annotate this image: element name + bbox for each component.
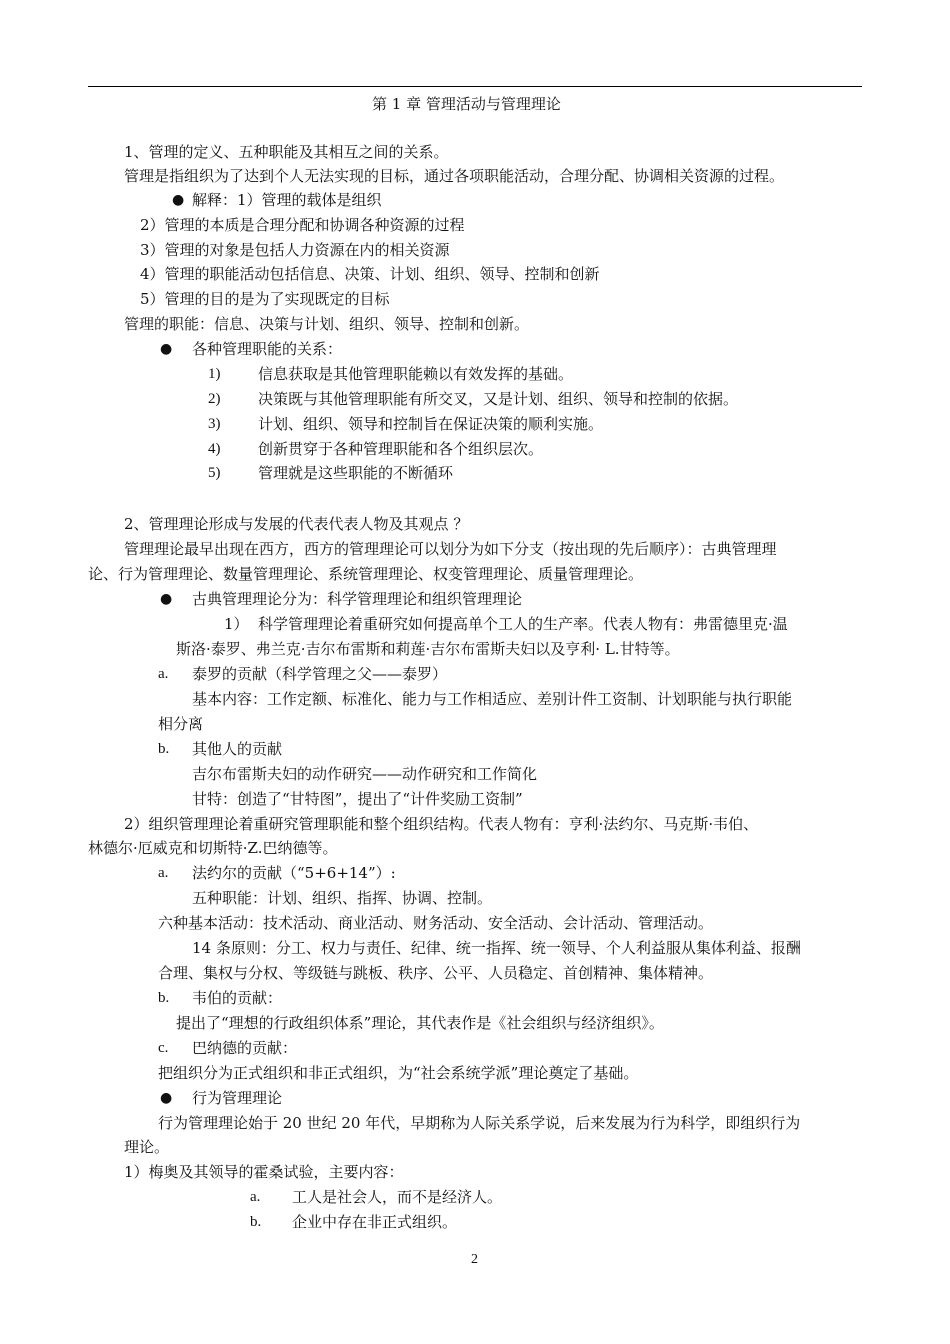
theory-intro-line-1: 管理理论最早出现在西方，西方的管理理论可以划分为如下分支（按出现的先后顺序）：古典管理理 — [124, 540, 777, 558]
relation-number: 5) — [208, 465, 221, 481]
chapter-title: 第 1 章 管理活动与管理理论 — [372, 95, 561, 113]
fayol-six-activities: 六种基本活动：技术活动、商业活动、财务活动、安全活动、会计活动、管理活动。 — [158, 914, 714, 932]
behavioral-theory-line-1: 行为管理理论始于 20 世纪 20 年代，早期称为人际关系学说，后来发展为行为科学，即组织行为 — [158, 1114, 801, 1132]
list-label: b. — [250, 1214, 262, 1230]
hawthorne-point-b: 企业中存在非正式组织。 — [292, 1213, 458, 1231]
weber-heading: 韦伯的贡献： — [192, 989, 283, 1007]
management-functions: 管理的职能：信息、决策与计划、组织、领导、控制和创新。 — [124, 315, 530, 333]
list-label: a. — [158, 666, 169, 682]
taylor-heading: 泰罗的贡献（科学管理之父——泰罗） — [192, 665, 448, 683]
header-rule — [88, 86, 862, 87]
relation-number: 2) — [208, 391, 221, 407]
list-label: c. — [158, 1040, 169, 1056]
hawthorne-point-a: 工人是社会人，而不是经济人。 — [292, 1188, 503, 1206]
fayol-five-functions: 五种职能：计划、组织、指挥、协调、控制。 — [192, 889, 493, 907]
scientific-management-line-1: 科学管理理论着重研究如何提高单个工人的生产率。代表人物有：弗雷德里克·温 — [258, 615, 788, 633]
explanation-item-1: 解释：1）管理的载体是组织 — [192, 191, 382, 209]
relation-number: 4) — [208, 441, 221, 457]
section-2-heading: 2、管理理论形成与发展的代表代表人物及其观点 ？ — [124, 515, 469, 533]
explanation-item-5: 5）管理的目的是为了实现既定的目标 — [140, 290, 390, 308]
scientific-management-number: 1） — [224, 615, 249, 633]
scientific-management-line-2: 斯洛·泰罗、弗兰克·吉尔布雷斯和莉莲·吉尔布雷斯夫妇以及亨利· L.甘特等。 — [176, 640, 680, 658]
fayol-principles-line-2: 合理、集权与分权、等级链与跳板、秩序、公平、人员稳定、首创精神、集体精神。 — [158, 964, 714, 982]
list-label: b. — [158, 990, 170, 1006]
list-label: a. — [158, 865, 169, 881]
gantt-contribution: 甘特：创造了“甘特图”，提出了“计件奖励工资制” — [192, 790, 523, 808]
relation-item: 管理就是这些职能的不断循环 — [258, 464, 454, 482]
fayol-heading: 法约尔的贡献（“5+6+14”）: — [192, 864, 396, 882]
classical-theory-heading: 古典管理理论分为：科学管理理论和组织管理理论 — [192, 590, 523, 608]
weber-content: 提出了“理想的行政组织体系”理论，其代表作是《社会组织与经济组织》。 — [176, 1014, 664, 1032]
bullet-icon: ● — [160, 341, 173, 357]
list-label: a. — [250, 1189, 261, 1205]
fayol-principles-line-1: 14 条原则：分工、权力与责任、纪律、统一指挥、统一领导、个人利益服从集体利益、报酬 — [192, 939, 801, 957]
relation-number: 3) — [208, 416, 221, 432]
list-label: b. — [158, 741, 170, 757]
relations-heading: 各种管理职能的关系： — [192, 340, 343, 358]
taylor-content-line-2: 相分离 — [158, 715, 204, 733]
organization-theory-line-2: 林德尔·厄威克和切斯特·Z.巴纳德等。 — [88, 839, 338, 857]
relation-item: 计划、组织、领导和控制旨在保证决策的顺利实施。 — [258, 415, 604, 433]
barnard-content: 把组织分为正式组织和非正式组织，为“社会系统学派”理论奠定了基础。 — [158, 1064, 639, 1082]
relation-item: 决策既与其他管理职能有所交叉，又是计划、组织、领导和控制的依据。 — [258, 390, 739, 408]
section-1-heading: 1、管理的定义、五种职能及其相互之间的关系。 — [124, 143, 449, 161]
relation-item: 创新贯穿于各种管理职能和各个组织层次。 — [258, 440, 544, 458]
explanation-item-2: 2）管理的本质是合理分配和协调各种资源的过程 — [140, 216, 465, 234]
gilbreth-contribution: 吉尔布雷斯夫妇的动作研究——动作研究和工作简化 — [192, 765, 538, 783]
explanation-item-4: 4）管理的职能活动包括信息、决策、计划、组织、领导、控制和创新 — [140, 265, 600, 283]
relation-number: 1) — [208, 366, 221, 382]
organization-theory-line-1: 2）组织管理理论着重研究管理职能和整个组织结构。代表人物有：亨利·法约尔、马克斯·韦伯、 — [124, 815, 759, 833]
relation-item: 信息获取是其他管理职能赖以有效发挥的基础。 — [258, 365, 574, 383]
page-number: 2 — [471, 1252, 478, 1267]
taylor-content-line-1: 基本内容：工作定额、标准化、能力与工作相适应、差别计件工资制、计划职能与执行职能 — [192, 690, 793, 708]
theory-intro-line-2: 论、行为管理理论、数量管理理论、系统管理理论、权变管理理论、质量管理理论。 — [88, 565, 644, 583]
barnard-heading: 巴纳德的贡献： — [192, 1039, 298, 1057]
behavioral-theory-heading: 行为管理理论 — [192, 1089, 283, 1107]
bullet-icon: ● — [160, 1090, 173, 1106]
management-definition: 管理是指组织为了达到个人无法实现的目标，通过各项职能活动，合理分配、协调相关资源的过程。 — [124, 167, 785, 185]
behavioral-theory-line-2: 理论。 — [124, 1138, 170, 1156]
others-heading: 其他人的贡献 — [192, 740, 283, 758]
bullet-icon: ● — [160, 591, 173, 607]
hawthorne-heading: 1）梅奥及其领导的霍桑试验，主要内容： — [124, 1163, 404, 1181]
bullet-icon: ● — [172, 192, 185, 208]
explanation-item-3: 3）管理的对象是包括人力资源在内的相关资源 — [140, 241, 450, 259]
